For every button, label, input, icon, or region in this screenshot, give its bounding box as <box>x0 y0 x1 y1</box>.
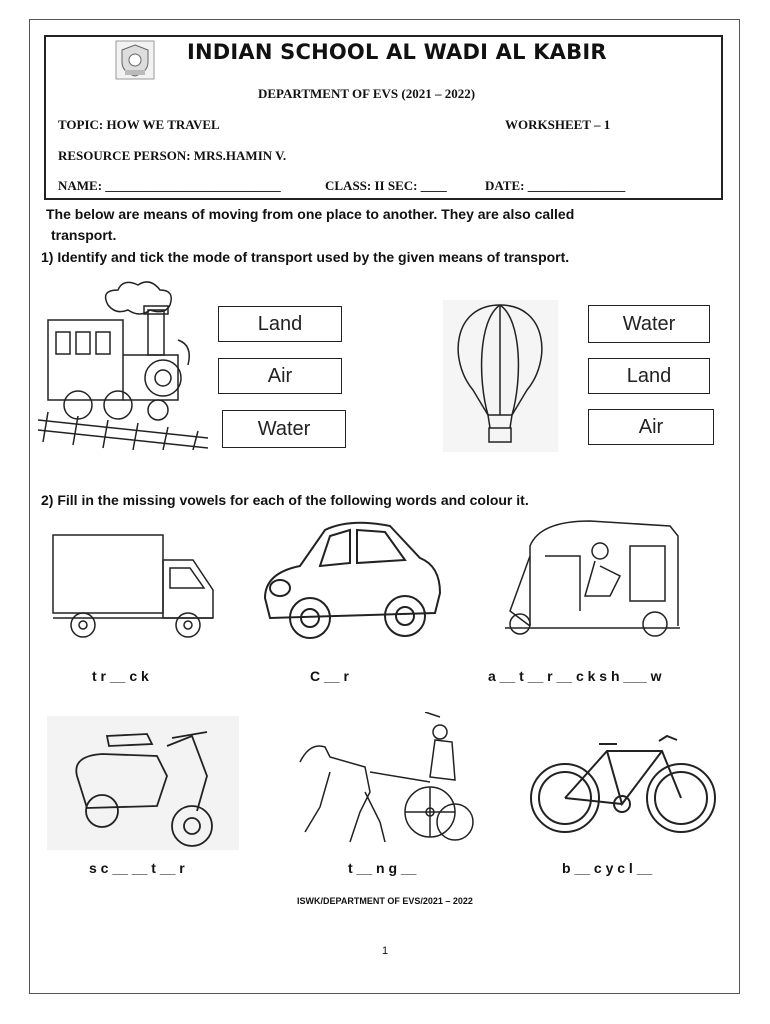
intro-line-1: The below are means of moving from one place to another. They are also called <box>46 206 575 222</box>
department-title: DEPARTMENT OF EVS (2021 – 2022) <box>258 86 476 101</box>
bicycle-image <box>527 726 719 838</box>
worksheet-label: WORKSHEET – 1 <box>505 117 611 132</box>
truck-image <box>48 530 220 642</box>
question-2-prompt: 2) Fill in the missing vowels for each of the following words and colour it. <box>41 492 529 508</box>
train-image <box>38 280 208 450</box>
school-logo <box>115 40 155 80</box>
word-scooter[interactable]: s c __ __ t __ r <box>89 860 185 876</box>
train-option-land[interactable]: Land <box>218 306 342 342</box>
car-image <box>255 518 445 646</box>
train-option-water[interactable]: Water <box>222 410 346 448</box>
train-option-air[interactable]: Air <box>218 358 342 394</box>
topic-label: TOPIC: HOW WE TRAVEL <box>58 117 220 132</box>
name-field[interactable]: NAME: ___________________________ <box>58 178 281 193</box>
word-bicycle[interactable]: b __ c y c l __ <box>562 860 653 876</box>
word-car[interactable]: C __ r <box>310 668 349 684</box>
page-number: 1 <box>381 945 389 957</box>
word-tonga[interactable]: t __ n g __ <box>348 860 417 876</box>
hot-air-balloon-image <box>443 300 558 452</box>
word-truck[interactable]: t r __ c k <box>92 668 149 684</box>
intro-line-2: transport. <box>51 227 117 243</box>
balloon-option-water[interactable]: Water <box>588 305 710 343</box>
balloon-option-land[interactable]: Land <box>588 358 710 394</box>
autorickshaw-image <box>500 516 684 640</box>
class-field[interactable]: CLASS: II SEC: ____ <box>325 178 447 193</box>
horse-carriage-image <box>290 712 478 846</box>
word-autorickshaw[interactable]: a __ t __ r __ c k s h ___ w <box>488 668 662 684</box>
balloon-option-air[interactable]: Air <box>588 409 714 445</box>
footer-text: ISWK/DEPARTMENT OF EVS/2021 – 2022 <box>297 896 473 906</box>
scooter-image <box>47 716 239 850</box>
school-name: INDIAN SCHOOL AL WADI AL KABIR <box>187 40 607 64</box>
question-1-prompt: 1) Identify and tick the mode of transport used by the given means of transport. <box>41 249 570 265</box>
resource-person: RESOURCE PERSON: MRS.HAMIN V. <box>58 148 287 163</box>
date-field[interactable]: DATE: _______________ <box>485 178 626 193</box>
